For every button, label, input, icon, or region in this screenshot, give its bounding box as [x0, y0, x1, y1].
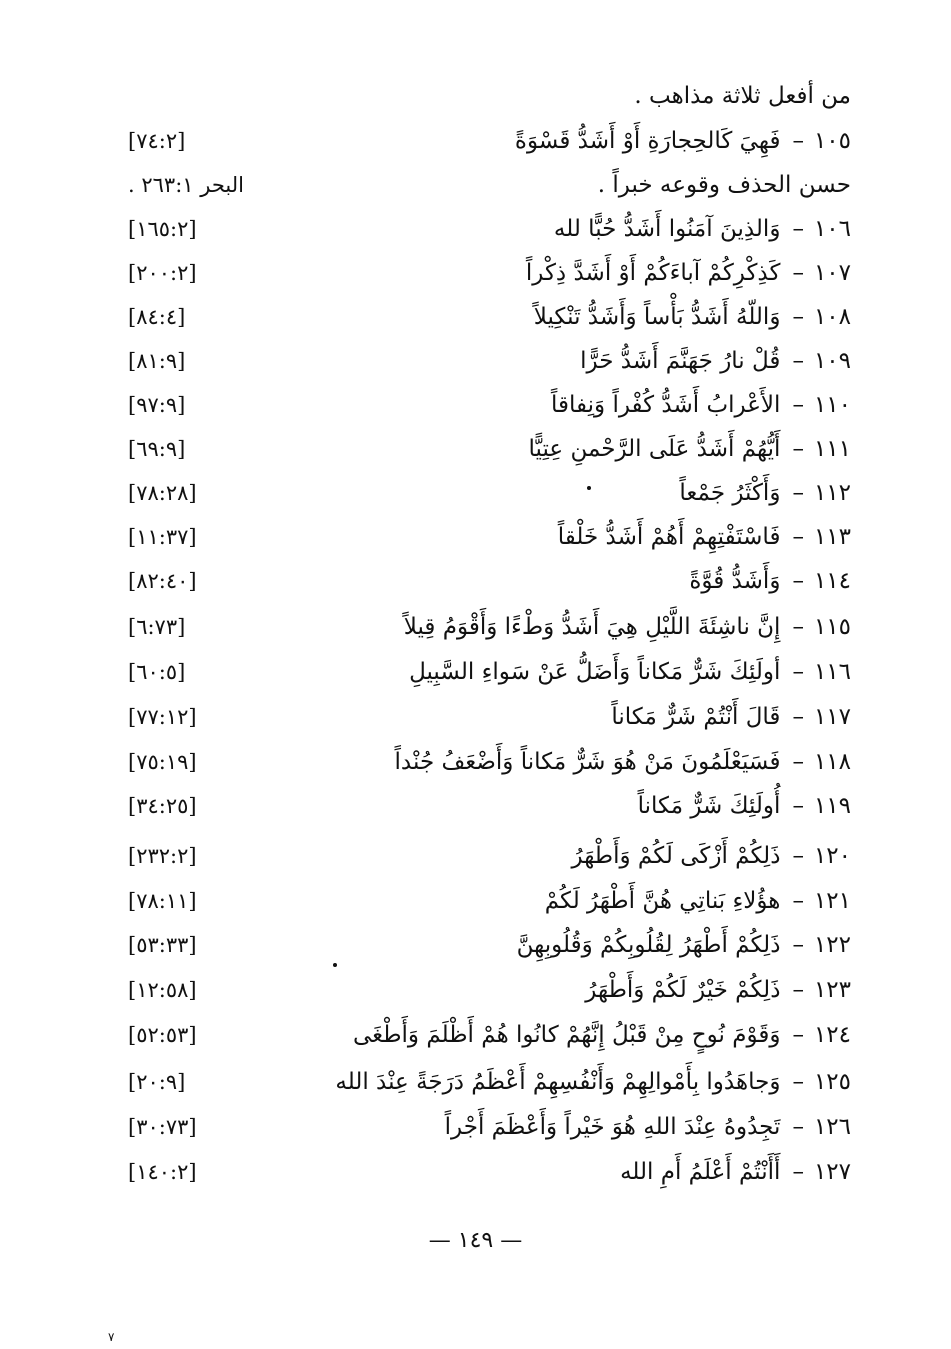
- entry-number: ١١٠: [813, 392, 851, 418]
- verse-text: أُولَئِكَ شَرٌّ مَكاناً: [637, 793, 781, 819]
- verse-reference: [٥٢:٥٣]: [128, 1023, 197, 1047]
- verse-reference: [٢٠:٩]: [128, 1070, 186, 1094]
- verse-text: إِنَّ ناشِئَةَ اللَّيْلِ هِيَ أَشَدُّ وَطْءًا وَأَقْوَمُ قِيلاً: [403, 614, 781, 640]
- entry-number: ١١٧: [813, 704, 851, 730]
- note-text: حسن الحذف وقوعه خبراً .: [597, 172, 851, 198]
- verse-reference: [٧٥:١٩]: [128, 750, 197, 774]
- entry-number: ١١٤: [813, 568, 851, 594]
- entry-number: ١١٥: [813, 614, 851, 640]
- ink-speck: [333, 963, 337, 967]
- verse-text: ذَلِكُمْ أَزْكَى لَكُمْ وَأَطْهَرُ: [571, 843, 781, 869]
- verse-text: تَجِدُوهُ عِنْدَ اللهِ هُوَ خَيْراً وَأَعْظَمَ أَجْراً: [444, 1114, 781, 1140]
- entry-number: ١٢٤: [813, 1022, 851, 1048]
- verse-text: وَالذِينَ آمَنُوا أَشَدُّ حُبًّا لله: [553, 216, 781, 242]
- verse-reference: [٨٤:٤]: [128, 305, 186, 329]
- entry-row: ١٢٦–تَجِدُوهُ عِنْدَ اللهِ هُوَ خَيْراً وَأَعْظَمَ أَجْراً [٣٠:٧٣]: [0, 1105, 951, 1149]
- entry-row: ١١٤–وَأَشَدُّ قُوَّةً [٨٢:٤٠]: [0, 559, 951, 603]
- entry-number: ١٢٢: [813, 932, 851, 958]
- verse-text: أَيُّهُمْ أَشَدُّ عَلَى الرَّحْمنِ عِتِيًّا: [528, 436, 781, 462]
- intro-text: من أفعل ثلاثة مذاهب .: [634, 83, 851, 109]
- entry-row: ١٢٠–ذَلِكُمْ أَزْكَى لَكُمْ وَأَطْهَرُ [٢٣٢:٢]: [0, 834, 951, 878]
- entry-number: ١١٩: [813, 793, 851, 819]
- intro-line: [0, 74, 951, 118]
- entry-row: ١٢٣–ذَلِكُمْ خَيْرٌ لَكُمْ وَأَطْهَرُ [١٢:٥٨]: [0, 968, 951, 1012]
- verse-text: ذَلِكُمْ خَيْرٌ لَكُمْ وَأَطْهَرُ: [585, 977, 781, 1003]
- entry-number: ١١٦: [813, 659, 851, 685]
- entry-row: ١٠٧–كَذِكْرِكُمْ آباءَكُمْ أَوْ أَشَدَّ ذِكْراً [٢٠٠:٢]: [0, 251, 951, 295]
- entry-number: ١١١: [813, 436, 851, 462]
- entry-number: ١٠٩: [813, 348, 851, 374]
- entry-row: ١١٢–وَأَكْثَرُ جَمْعاً [٧٨:٢٨]: [0, 471, 951, 515]
- verse-reference: [٨١:٩]: [128, 349, 186, 373]
- verse-reference: [٥٣:٣٣]: [128, 933, 197, 957]
- entry-number: ١٠٧: [813, 260, 851, 286]
- verse-text: كَذِكْرِكُمْ آباءَكُمْ أَوْ أَشَدَّ ذِكْراً: [525, 260, 781, 286]
- entry-number: ١١٢: [813, 480, 851, 506]
- verse-text: أَأَنْتُمْ أَعْلَمُ أَمِ الله: [620, 1159, 781, 1185]
- entry-number: ١٢٣: [813, 977, 851, 1003]
- entry-row: ١٢٥–وَجاهَدُوا بِأَمْوالِهِمْ وَأَنْفُسِهِمْ أَعْظَمُ دَرَجَةً عِنْدَ الله [٢٠:٩]: [0, 1060, 951, 1104]
- entry-row: ١١٧–قَالَ أَنْتُمْ شَرٌّ مَكاناً [٧٧:١٢]: [0, 695, 951, 739]
- verse-reference: [٧٤:٢]: [128, 129, 186, 153]
- corner-mark: ٧: [108, 1330, 115, 1344]
- verse-text: وَجاهَدُوا بِأَمْوالِهِمْ وَأَنْفُسِهِمْ أَعْظَمُ دَرَجَةً عِنْدَ الله: [335, 1069, 781, 1095]
- entry-number: ١٠٥: [813, 128, 851, 154]
- verse-text: وَقَوْمَ نُوحٍ مِنْ قَبْلُ إِنَّهُمْ كانُوا هُمْ أَظْلَمَ وَأَطْغَى: [352, 1022, 781, 1048]
- verse-text: وَأَكْثَرُ جَمْعاً: [679, 480, 781, 506]
- verse-text: قَالَ أَنْتُمْ شَرٌّ مَكاناً: [611, 704, 781, 730]
- verse-text: ذَلِكُمْ أَطْهَرُ لِقُلُوبِكُمْ وَقُلُوبِهِنَّ: [516, 932, 781, 958]
- verse-reference: [٦:٧٣]: [128, 615, 186, 639]
- verse-text: فَسَيَعْلَمُونَ مَنْ هُوَ شَرٌّ مَكاناً وَأَضْعَفُ جُنْداً: [394, 749, 781, 775]
- verse-reference: [٢٣٢:٢]: [128, 844, 197, 868]
- verse-reference: [٦٩:٩]: [128, 437, 186, 461]
- entry-row: ١٠٩–قُلْ نارُ جَهَنَّمَ أَشَدُّ حَرًّا [٨١:٩]: [0, 339, 951, 383]
- page-number: — ١٤٩ —: [428, 1228, 523, 1253]
- verse-reference: [٢٠٠:٢]: [128, 261, 197, 285]
- entry-row: ١٠٦–وَالذِينَ آمَنُوا أَشَدُّ حُبًّا لله [١٦٥:٢]: [0, 207, 951, 251]
- entry-number: ١٢٦: [813, 1114, 851, 1140]
- entry-row: ١١٦–أولَئِكَ شَرٌّ مَكاناً وَأَضَلُّ عَنْ سَواءِ السَّبِيلِ [٦٠:٥]: [0, 650, 951, 694]
- entry-row: ١١١–أَيُّهُمْ أَشَدُّ عَلَى الرَّحْمنِ عِتِيًّا [٦٩:٩]: [0, 427, 951, 471]
- entry-number: ١٢١: [813, 888, 851, 914]
- entry-row: ١١٨–فَسَيَعْلَمُونَ مَنْ هُوَ شَرٌّ مَكاناً وَأَضْعَفُ جُنْداً [٧٥:١٩]: [0, 740, 951, 784]
- entry-number: ١٠٨: [813, 304, 851, 330]
- source-reference: البحر ٢٦٣:١ .: [128, 173, 244, 197]
- verse-reference: [٨٢:٤٠]: [128, 569, 197, 593]
- entry-row: ١١٩–أُولَئِكَ شَرٌّ مَكاناً [٣٤:٢٥]: [0, 784, 951, 828]
- entry-number: ١٠٦: [813, 216, 851, 242]
- verse-reference: [٧٨:٢٨]: [128, 481, 197, 505]
- verse-text: وَأَشَدُّ قُوَّةً: [689, 568, 781, 594]
- verse-reference: [١٢:٥٨]: [128, 978, 197, 1002]
- verse-reference: [١٦٥:٢]: [128, 217, 197, 241]
- verse-text: فَاسْتَفْتِهِمْ أَهُمْ أَشَدُّ خَلْقاً: [557, 524, 781, 550]
- entry-row: ١٠٥–فَهِيَ كَالحِجارَةِ أَوْ أَشَدُّ قَسْوَةً [٧٤:٢]: [0, 119, 951, 163]
- verse-reference: [١٤٠:٢]: [128, 1160, 197, 1184]
- verse-text: فَهِيَ كَالحِجارَةِ أَوْ أَشَدُّ قَسْوَةً: [514, 128, 781, 154]
- verse-reference: [٣٠:٧٣]: [128, 1115, 197, 1139]
- verse-text: أولَئِكَ شَرٌّ مَكاناً وَأَضَلُّ عَنْ سَواءِ السَّبِيلِ: [409, 659, 781, 685]
- entry-row: ١٢٢–ذَلِكُمْ أَطْهَرُ لِقُلُوبِكُمْ وَقُلُوبِهِنَّ [٥٣:٣٣]: [0, 923, 951, 967]
- entry-row: ١٢١–هؤُلاءِ بَناتِي هُنَّ أَطْهَرُ لَكُمْ [٧٨:١١]: [0, 879, 951, 923]
- verse-text: قُلْ نارُ جَهَنَّمَ أَشَدُّ حَرًّا: [580, 348, 781, 374]
- note-line: [0, 163, 951, 207]
- verse-reference: [٩٧:٩]: [128, 393, 186, 417]
- entry-number: ١٢٠: [813, 843, 851, 869]
- verse-reference: [١١:٣٧]: [128, 525, 197, 549]
- entry-row: ١٢٤–وَقَوْمَ نُوحٍ مِنْ قَبْلُ إِنَّهُمْ كانُوا هُمْ أَظْلَمَ وَأَطْغَى [٥٢:٥٣]: [0, 1013, 951, 1057]
- verse-reference: [٦٠:٥]: [128, 660, 186, 684]
- verse-text: الأَعْرابُ أَشَدُّ كُفْراً وَنِفاقاً: [550, 392, 781, 418]
- entry-row: ١١٥–إِنَّ ناشِئَةَ اللَّيْلِ هِيَ أَشَدُّ وَطْءًا وَأَقْوَمُ قِيلاً [٦:٧٣]: [0, 605, 951, 649]
- verse-text: هؤُلاءِ بَناتِي هُنَّ أَطْهَرُ لَكُمْ: [544, 888, 781, 914]
- entry-number: ١٢٥: [813, 1069, 851, 1095]
- verse-reference: [٧٧:١٢]: [128, 705, 197, 729]
- entry-number: ١١٨: [813, 749, 851, 775]
- entry-row: ١١٣–فَاسْتَفْتِهِمْ أَهُمْ أَشَدُّ خَلْقاً [١١:٣٧]: [0, 515, 951, 559]
- entry-number: ١٢٧: [813, 1159, 851, 1185]
- entry-row: ١٢٧–أَأَنْتُمْ أَعْلَمُ أَمِ الله [١٤٠:٢]: [0, 1150, 951, 1194]
- verse-text: وَاللّهُ أَشَدُّ بَأْساً وَأَشَدُّ تَنْكِيلاً: [533, 304, 781, 330]
- entry-row: ١١٠–الأَعْرابُ أَشَدُّ كُفْراً وَنِفاقاً [٩٧:٩]: [0, 383, 951, 427]
- entry-number: ١١٣: [813, 524, 851, 550]
- verse-reference: [٧٨:١١]: [128, 889, 197, 913]
- entry-row: ١٠٨–وَاللّهُ أَشَدُّ بَأْساً وَأَشَدُّ تَنْكِيلاً [٨٤:٤]: [0, 295, 951, 339]
- verse-reference: [٣٤:٢٥]: [128, 794, 197, 818]
- ink-speck: [587, 486, 591, 490]
